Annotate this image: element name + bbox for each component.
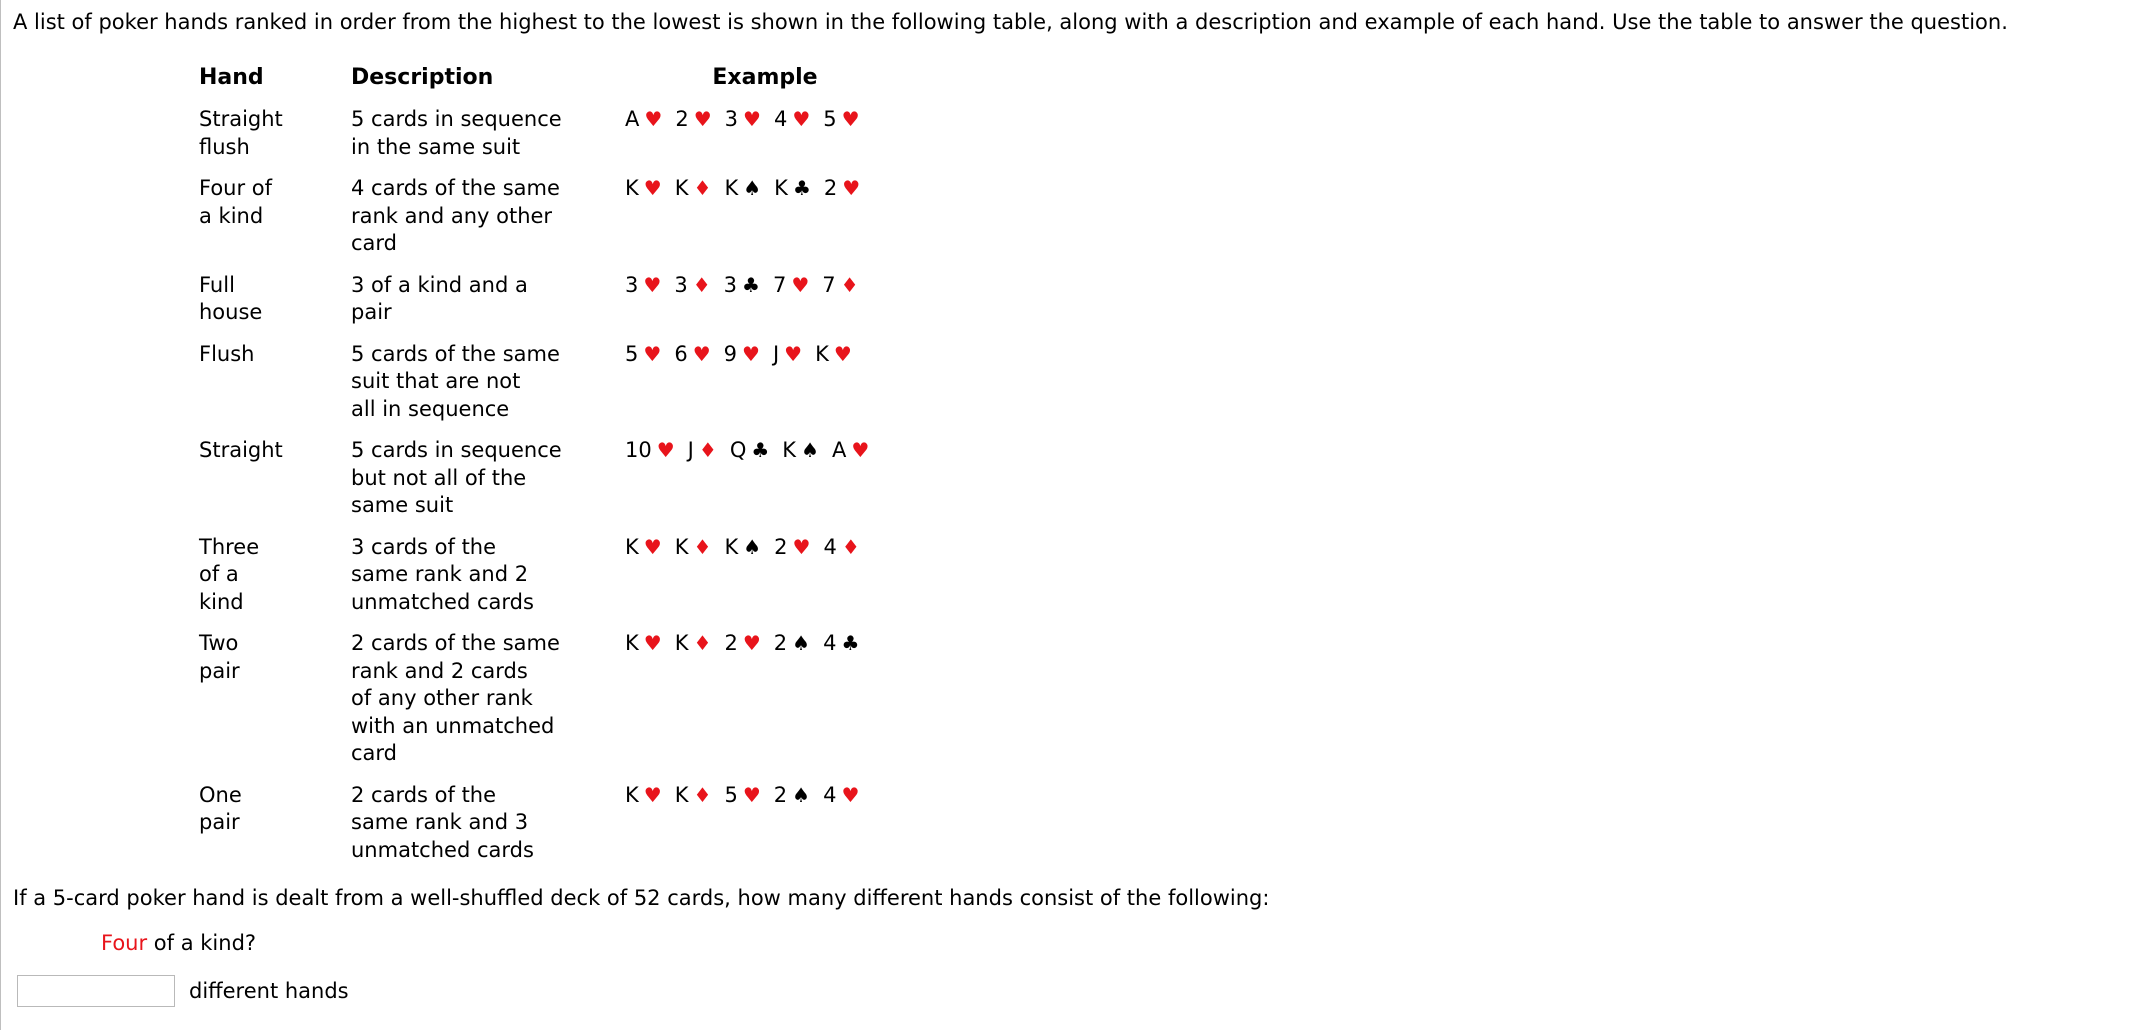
card xyxy=(782,437,819,465)
card-rank: 2 xyxy=(675,107,689,131)
description-line: same suit xyxy=(351,493,454,517)
table-row xyxy=(191,341,905,438)
card xyxy=(823,534,859,562)
card xyxy=(815,341,852,369)
table-row xyxy=(191,782,905,879)
description-line: pair xyxy=(351,300,392,324)
description-line: 5 cards in sequence xyxy=(351,107,562,131)
hand-name-cell xyxy=(191,630,343,782)
heart-suit-icon: ♥ xyxy=(742,341,760,366)
description-line: all in sequence xyxy=(351,396,510,421)
spade-suit-icon: ♠ xyxy=(792,782,811,807)
spade-suit-icon: ♠ xyxy=(792,631,811,655)
example-cell xyxy=(617,341,905,438)
card-rank: J xyxy=(687,438,694,462)
description-line: same rank and 3 xyxy=(351,810,529,834)
card-rank: K xyxy=(674,534,689,559)
example-cell xyxy=(617,782,905,879)
card-rank: 6 xyxy=(674,341,688,366)
description-line: 2 cards of the same xyxy=(351,631,560,655)
hand-name-cell xyxy=(191,534,343,631)
description-line: same rank and 2 xyxy=(351,562,529,586)
card xyxy=(725,106,761,134)
card xyxy=(773,272,809,300)
heart-suit-icon: ♥ xyxy=(833,341,852,366)
heart-suit-icon: ♥ xyxy=(643,534,662,559)
card-rank: 4 xyxy=(773,107,788,131)
card xyxy=(823,782,859,810)
card xyxy=(625,782,662,810)
example-cell xyxy=(617,175,905,272)
answer-input[interactable] xyxy=(17,975,175,1007)
description-line: 3 cards of the xyxy=(351,534,497,559)
card-rank: K xyxy=(674,631,689,655)
card-rank: 3 xyxy=(723,272,737,297)
hand-name-cell xyxy=(191,437,343,534)
diamond-suit-icon: ♦ xyxy=(840,272,859,297)
card xyxy=(675,106,711,134)
hand-name-line: Four of xyxy=(199,176,273,200)
club-suit-icon: ♣ xyxy=(751,438,770,462)
heart-suit-icon: ♥ xyxy=(644,107,663,131)
heart-suit-icon: ♥ xyxy=(792,534,811,559)
card xyxy=(724,782,760,810)
example-cell xyxy=(617,106,905,175)
description-line: unmatched cards xyxy=(351,589,534,614)
diamond-suit-icon: ♦ xyxy=(693,534,712,559)
diamond-suit-icon: ♦ xyxy=(693,782,712,807)
description-line: but not all of the xyxy=(351,465,527,490)
hand-name-line: One xyxy=(199,782,242,807)
card-rank: K xyxy=(625,631,639,655)
hand-name-cell xyxy=(191,272,343,341)
table-row xyxy=(191,437,905,534)
description-cell xyxy=(343,630,617,782)
card-rank: K xyxy=(815,341,829,366)
hand-name-cell xyxy=(191,341,343,438)
hand-name-line: Straight xyxy=(199,438,283,462)
hand-name-line: of a xyxy=(199,562,239,586)
description-cell xyxy=(343,534,617,631)
sub-question-rest: of a kind? xyxy=(147,931,257,955)
card-rank: K xyxy=(724,176,739,200)
card-rank: 7 xyxy=(822,272,836,297)
card xyxy=(675,175,712,203)
diamond-suit-icon: ♦ xyxy=(698,438,717,462)
heart-suit-icon: ♥ xyxy=(742,782,761,807)
card-rank: Q xyxy=(729,438,747,462)
heart-suit-icon: ♥ xyxy=(643,272,662,297)
description-line: rank and 2 cards xyxy=(351,658,528,683)
heart-suit-icon: ♥ xyxy=(643,341,662,366)
description-cell xyxy=(343,106,617,175)
hand-name-line: pair xyxy=(199,810,240,834)
card-rank: K xyxy=(625,176,639,200)
example-cell xyxy=(617,437,905,534)
card xyxy=(822,272,858,300)
hand-name-line: Two xyxy=(199,631,239,655)
diamond-suit-icon: ♦ xyxy=(841,534,860,559)
hand-name-line: house xyxy=(199,300,263,324)
description-cell xyxy=(343,782,617,879)
card-rank: 4 xyxy=(823,782,837,807)
card xyxy=(724,341,760,369)
card xyxy=(823,630,859,658)
card xyxy=(675,630,712,658)
card-rank: A xyxy=(625,107,640,131)
description-line: 5 cards in sequence xyxy=(351,438,562,462)
table-body xyxy=(191,106,905,878)
card-rank: J xyxy=(772,341,780,366)
heart-suit-icon: ♥ xyxy=(742,631,761,655)
card-rank: 5 xyxy=(625,341,639,366)
card-rank: 10 xyxy=(625,438,652,462)
card-rank: K xyxy=(674,176,689,200)
card xyxy=(724,534,761,562)
description-cell xyxy=(343,341,617,438)
card xyxy=(625,175,662,203)
description-cell xyxy=(343,272,617,341)
heart-suit-icon: ♥ xyxy=(841,782,860,807)
hand-name-line: Three xyxy=(199,534,260,559)
card xyxy=(625,272,661,300)
card xyxy=(625,106,662,134)
heart-suit-icon: ♥ xyxy=(784,341,803,366)
heart-suit-icon: ♥ xyxy=(842,176,861,200)
card xyxy=(824,175,860,203)
club-suit-icon: ♣ xyxy=(742,272,760,297)
hand-name-line: Full xyxy=(199,272,235,297)
card-rank: 3 xyxy=(625,272,639,297)
card-rank: 2 xyxy=(724,631,738,655)
sub-question xyxy=(101,929,256,957)
diamond-suit-icon: ♦ xyxy=(692,272,711,297)
answer-unit-label: different hands xyxy=(189,979,349,1003)
card-rank: K xyxy=(625,534,639,559)
card-rank: 2 xyxy=(774,534,788,559)
description-line: 5 cards of the same xyxy=(351,341,560,366)
hand-name-cell xyxy=(191,782,343,879)
card xyxy=(774,534,810,562)
card-rank: 2 xyxy=(773,631,788,655)
card-rank: 5 xyxy=(724,782,738,807)
hand-name-line: flush xyxy=(199,134,250,159)
card-rank: 3 xyxy=(724,107,738,131)
heart-suit-icon: ♥ xyxy=(692,341,711,366)
spade-suit-icon: ♠ xyxy=(743,534,762,559)
example-cell xyxy=(617,272,905,341)
description-line: 4 cards of the same xyxy=(351,176,560,200)
heart-suit-icon: ♥ xyxy=(643,631,662,655)
card xyxy=(724,272,760,300)
description-line: with an unmatched xyxy=(351,713,555,738)
card-rank: 9 xyxy=(723,341,737,366)
card-rank: K xyxy=(782,438,797,462)
card-rank: K xyxy=(724,534,739,559)
card-rank: K xyxy=(774,176,788,200)
heart-suit-icon: ♥ xyxy=(643,176,662,200)
card xyxy=(625,534,662,562)
header-example: Example xyxy=(712,65,818,90)
card-rank: 3 xyxy=(674,272,688,297)
question-text: If a 5-card poker hand is dealt from a well-shuffled deck of 52 cards, how many different hands consist of the following: xyxy=(13,886,1270,910)
card xyxy=(674,272,710,300)
description-line: unmatched cards xyxy=(351,837,534,862)
poker-hands-table xyxy=(191,64,905,878)
hand-name-line: pair xyxy=(199,658,240,683)
header-hand: Hand xyxy=(199,65,264,90)
card xyxy=(674,341,710,369)
heart-suit-icon: ♥ xyxy=(841,107,860,131)
card xyxy=(774,175,811,203)
example-cell xyxy=(617,534,905,631)
card xyxy=(688,437,717,465)
intro-text: A list of poker hands ranked in order from the highest to the lowest is shown in the following table, along with a description and example of each hand. Use the table to answer the question. xyxy=(13,10,2008,34)
card-rank: 7 xyxy=(772,272,787,297)
description-cell xyxy=(343,175,617,272)
card xyxy=(730,437,769,465)
table-row xyxy=(191,630,905,782)
hand-name-line: kind xyxy=(199,589,244,614)
description-line: 3 of a kind and a xyxy=(351,272,528,297)
card xyxy=(675,534,712,562)
card-rank: 2 xyxy=(773,782,788,807)
heart-suit-icon: ♥ xyxy=(791,272,810,297)
header-description: Description xyxy=(351,65,494,90)
card xyxy=(774,782,810,810)
spade-suit-icon: ♠ xyxy=(743,176,762,200)
card-rank: 2 xyxy=(823,176,838,200)
spade-suit-icon: ♠ xyxy=(801,438,819,462)
description-line: 2 cards of the xyxy=(351,782,497,807)
card xyxy=(625,341,661,369)
card xyxy=(724,630,760,658)
card-rank: K xyxy=(674,782,689,807)
card xyxy=(774,630,810,658)
card xyxy=(774,106,810,134)
card xyxy=(675,782,712,810)
heart-suit-icon: ♥ xyxy=(851,438,870,462)
table-row xyxy=(191,534,905,631)
card xyxy=(625,437,675,465)
card xyxy=(773,341,802,369)
hand-name-line: Flush xyxy=(199,341,255,366)
card-rank: 5 xyxy=(823,107,837,131)
hand-name-cell xyxy=(191,175,343,272)
card xyxy=(823,106,859,134)
heart-suit-icon: ♥ xyxy=(693,107,712,131)
hand-name-line: a kind xyxy=(199,203,264,228)
description-line: card xyxy=(351,231,398,255)
description-cell xyxy=(343,437,617,534)
example-cell xyxy=(617,630,905,782)
card xyxy=(625,630,662,658)
diamond-suit-icon: ♦ xyxy=(693,176,712,200)
heart-suit-icon: ♥ xyxy=(656,438,675,462)
description-line: card xyxy=(351,741,398,765)
heart-suit-icon: ♥ xyxy=(743,107,761,131)
table-row xyxy=(191,106,905,175)
heart-suit-icon: ♥ xyxy=(643,782,662,807)
card-rank: 4 xyxy=(823,534,837,559)
card-rank: 4 xyxy=(823,631,837,655)
club-suit-icon: ♣ xyxy=(841,631,860,655)
hand-name-line: Straight xyxy=(199,107,283,131)
table-header-row xyxy=(191,64,905,106)
card xyxy=(724,175,761,203)
description-line: suit that are not xyxy=(351,369,521,393)
description-line: in the same suit xyxy=(351,134,521,159)
card-rank: A xyxy=(832,438,847,462)
hand-name-cell xyxy=(191,106,343,175)
description-line: of any other rank xyxy=(351,686,533,710)
heart-suit-icon: ♥ xyxy=(792,107,811,131)
description-line: rank and any other xyxy=(351,203,553,228)
answer-row xyxy=(17,973,349,1009)
club-suit-icon: ♣ xyxy=(792,176,811,200)
table-row xyxy=(191,272,905,341)
card xyxy=(832,437,869,465)
card-rank: K xyxy=(625,782,639,807)
table-row xyxy=(191,175,905,272)
diamond-suit-icon: ♦ xyxy=(693,631,712,655)
sub-question-highlight: Four xyxy=(101,931,148,955)
